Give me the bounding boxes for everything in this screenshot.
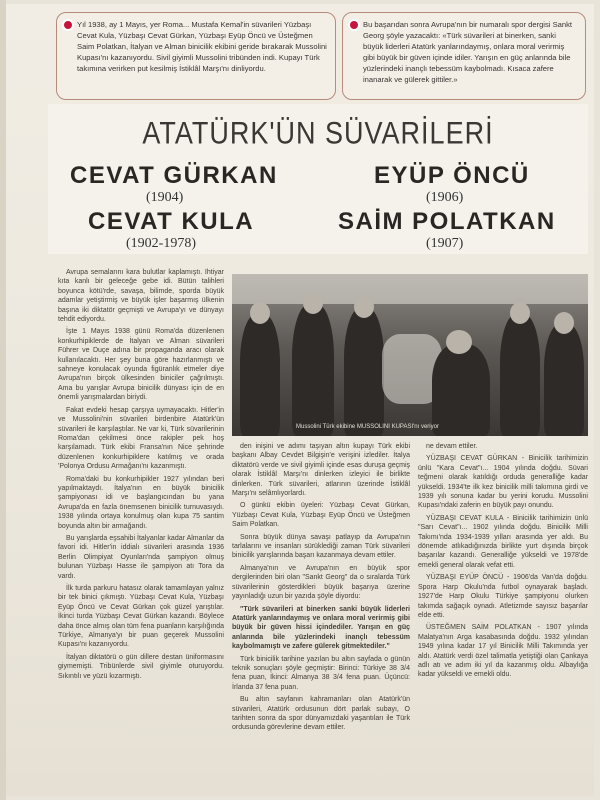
title-banner bbox=[48, 104, 588, 254]
paragraph: Türk binicilik tarihine yazılan bu altın sayfada o günün teknik sonuçları şöyle geçmiştir: Birinci: Türkiye 38 3/4 fena puan, İkinci: Almanya 38 3/4 fena puan. Üçüncü: İrlanda 37 fena puan. bbox=[232, 655, 410, 691]
face bbox=[250, 302, 270, 324]
intro-right-text: Bu başarıdan sonra Avrupa'nın bir numaralı spor dergisi Sankt Georg şöyle yazacaktı: «Türk süvarileri at binerken, sanki büyük liderleri Atatürk yanlarındaymış, onlara moral verirmiş gibi büyük bir güven içinde idiler. Yarışın en güç anlarında bile yüzlerindeki inançlı tebessüm kaybolmadı. Kısaca zafere inanarak ve gülerek gittiler.» bbox=[363, 20, 572, 84]
paragraph: Sonra büyük dünya savaşı patlayıp da Avrupa'nın tarlalarını ve insanları sürüklediği zaman Türk süvarileri binicilik yarışlarında başarı kazanmaya devam ettiler. bbox=[232, 533, 410, 560]
rider-name: CEVAT KULA bbox=[88, 208, 255, 235]
rider-years: (1904) bbox=[146, 190, 184, 205]
paragraph: İlk turda parkuru hatasız olarak tamamlayan yalnız bir tek binici çıkmıştı. Yüzbaşı Cevat Kula, Yüzbaşı Eyüp Öncü ve Cevat Gürkan çok güzel yarıştılar. İkinci turda Yüzbaşı Cevat Gürkan kazandı. Böylece daha önce almış olan tüm fena puanların karşılığında Türkiye, Almanya'yı bir puan geçerek Mussolini Kupası'nı kazanıyordu. bbox=[58, 585, 224, 649]
soldier-figure bbox=[500, 314, 540, 436]
paragraph: İşte 1 Mayıs 1938 günü Roma'da düzenlenen konkurhipiklerde de İtalyan ve Alman süvarileri Führer ve Duçe adına bir propaganda aracı olarak kullanılacaktı. Her şey buna göre hazırlanmıştı ve sahneye konulacak oyunda figüranlık etmeler diye Avrupa'nın birçok ülkesinden biniciler çağrılmıştı. Ama bu yarışlar Avrupa binicilik dünyası için de en önemli yarışmalardan biriydi. bbox=[58, 328, 224, 402]
historic-photo bbox=[232, 274, 588, 436]
photo-caption: Mussolini Türk ekibine MUSSOLINI KUPASI'nı veriyor bbox=[296, 424, 439, 430]
intro-box-left bbox=[56, 12, 336, 100]
rider-name: SAİM POLATKAN bbox=[338, 208, 556, 235]
paragraph: Bu altın sayfanın kahramanları olan Atatürk'ün süvarileri, Atatürk ordusunun dört parlak subayı, O tarihten sonra da spor dünyamızdaki yaşantıları ile Türk ordusunda görevlerine devam ettiler. bbox=[232, 696, 410, 732]
magazine-page bbox=[6, 4, 594, 796]
photo-sky bbox=[232, 274, 588, 304]
article-column-1 bbox=[58, 268, 224, 796]
article-column-3 bbox=[418, 442, 588, 792]
bullet-dot bbox=[348, 19, 360, 31]
paragraph: İtalyan diktatörü o gün dillere destan üniformasını giymemişti. Tribünlerde sivil giyimle oturuyordu. Sıkıntılı ve yüzü kızarmıştı. bbox=[58, 653, 224, 680]
quote-paragraph: "Türk süvarileri at binerken sanki büyük liderleri Atatürk yanlarındaymış ve onlara moral verirmiş gibi büyük bir güven hissi içindediler. Yarışın en güç anlarında bile yüzlerindeki inançlı tebessüm kaybolmamıştı ve zafere gülerek gitmektediler." bbox=[232, 605, 410, 651]
rider-bio: YÜZBAŞI CEVAT KULA - Binicilik tarihimizin ünlü "Sarı Cevat"ı... 1902 yılında doğdu. Binicilik Milli Takımı'nda 1934-1939 yılları arasında yer aldı. Bu dönemde atlıkadığınızda birlikte yurt dışında birçok başarılar kazandı. Generalliğe yükseldi ve 1978'de emekli general olarak vefat etti. bbox=[418, 514, 588, 569]
soldier-figure bbox=[344, 308, 384, 436]
face bbox=[303, 292, 323, 314]
intro-left-text: Yıl 1938, ay 1 Mayıs, yer Roma... Mustafa Kemal'in süvarileri Yüzbaşı Cevat Kula, Yüzbaşı Cevat Gürkan, Yüzbaşı Eyüp Öncü ve Üsteğmen Saim Polatkan, İtalyan ve Alman binicilik ekibini geride bırakarak Mussolini Kupası'nı kazanıyordu. Sivil giyimli Mussolini tribünden indi. Kupayı Türk takımına verirken put kesilmiş İstiklâl Marşı'nı dinliyordu. bbox=[77, 20, 327, 73]
paragraph: Fakat evdeki hesap çarşıya uymayacaktı. Hitler'in ve Mussolini'nin süvarileri birdenbire Atatürk'ün süvarileri ile karşılaştılar. Ne var ki, Türk süvarilerinin Roma'dan çekilmesi önce rakipler pek hoş karşılamadı. Türk ekibi Fransa'nın Nice şehrinde düzenlenen konkurhipiklere katılmış ve orada 'Polonya Ordusu Armağanı'nı kazanmıştı. bbox=[58, 406, 224, 471]
rider-years: (1907) bbox=[426, 236, 464, 251]
article-column-2 bbox=[232, 442, 410, 792]
rider-name: CEVAT GÜRKAN bbox=[70, 162, 278, 189]
bullet-dot bbox=[62, 19, 74, 31]
rider-years: (1906) bbox=[426, 190, 464, 205]
page-title: ATATÜRK'ÜN SÜVARİLERİ bbox=[142, 115, 494, 151]
face bbox=[446, 330, 472, 354]
intro-box-right bbox=[342, 12, 586, 100]
mussolini-figure bbox=[432, 344, 490, 436]
paragraph: Almanya'nın ve Avrupa'nın en büyük spor dergilerinden biri olan "Sankt Georg" da o sıralarda Türk süvarilerinin gösterdikleri büyük başarıya üzerine yayınladığı uzun bir yazıda şöyle diyordu: bbox=[232, 564, 410, 601]
paragraph: ne devam ettiler. bbox=[426, 443, 478, 450]
face bbox=[354, 296, 374, 318]
rider-years: (1902-1978) bbox=[126, 236, 196, 251]
face bbox=[554, 312, 574, 334]
rider-bio: YÜZBAŞI EYÜP ÖNCÜ - 1906'da Van'da doğdu. Spora Harp Okulu'nda futbol oynayarak başladı. 1927'de Harp Okulu Türkiye şampiyonu olurken takımda sağaçık oynadı. Atletizmde sayısız başarılar elde etti. bbox=[418, 574, 588, 619]
rider-bio: YÜZBAŞI CEVAT GÜRKAN - Binicilik tarihimizin ünlü "Kara Cevat"ı... 1904 yılında doğdu. Süvari teğmeni olarak katıldığı orduda generalliğe kadar yükseldi. 1934'te ilk kez binicilik milli takımına girdi ve 1939 yılı sonuna kadar bu yerini korudu. Mussolini Kupası'ndaki zaferin en büyük payı onundu. bbox=[418, 455, 588, 510]
soldier-figure bbox=[240, 314, 280, 436]
paragraph: den inişini ve adımı taşıyan altın kupayı Türk ekibi başkanı Albay Cevdet Bilgişin'e verişini izlediler. İtalya diktatörü verde ve sivil giyimli içinde esas duruşa geçmiş olarak İstiklâl Marşı'nı dinlerken izleyici ile birlikte dinlerken. Türk süvarileri, atlarının üzerinde İstiklâl Marşı'nı selâmlıyorlardı. bbox=[232, 443, 410, 498]
rider-name: EYÜP ÖNCÜ bbox=[374, 162, 530, 189]
paragraph: Avrupa semalarını kara bulutlar kaplamıştı. İhtiyar kıta kanlı bir geleceğe gebe idi. Bütün talihleri boyunca kötü'rde, savaşa, bilimde, sporda büyük adamlar yetiştirmiş ve büyük işler başarmış ülkenin başına iki diktatör geçmişti ve Avrupa'yı ve dünyayı tehdit ediyordu. bbox=[58, 269, 224, 324]
paragraph: Roma'daki bu konkurhipikler 1927 yılından beri yapılmaktaydı. İtalya'nın en büyük binicilik şampiyonası idi ve başlangıcından bu yana Avrupa'da en fazla önemsenen binicilik turnuvasıydı. 1938 yılında ortaya konulmuş olan kupa 75 santim boyunda altın bir armağandı. bbox=[58, 475, 224, 530]
rider-bio: ÜSTEĞMEN SAİM POLATKAN - 1907 yılında Malatya'nın Arga kasabasında doğdu. 1932 yılından 1949 yılına kadar 17 yıl Binicilik Milli Takımında yer aldı. Atatürk verdi özel talimatla yetiştiği olan Çankaya adlı atı ve adım iki yıl da kazanmış oldu. Albaylığa kadar yükseldi ve emekli oldu. bbox=[418, 624, 588, 679]
paragraph: Bu yarışlarda eşsahibi İtalyanlar kadar Almanlar da favori idi. Hitler'in iddialı süvarileri arasında 1936 Berlin Olimpiyat Oyunları'nda şampiyon olmuş bulunan Yüzbaşı Hasse ile şampiyon atı Tora da vardı. bbox=[58, 534, 224, 580]
soldier-figure bbox=[544, 324, 584, 436]
paragraph: O günkü ekibin üyeleri: Yüzbaşı Cevat Gürkan, Yüzbaşı Cevat Kula, Yüzbaşı Eyüp Öncü ve Üsteğmen Saim Polatkan. bbox=[232, 502, 410, 529]
soldier-figure bbox=[292, 304, 334, 436]
face bbox=[510, 302, 530, 324]
